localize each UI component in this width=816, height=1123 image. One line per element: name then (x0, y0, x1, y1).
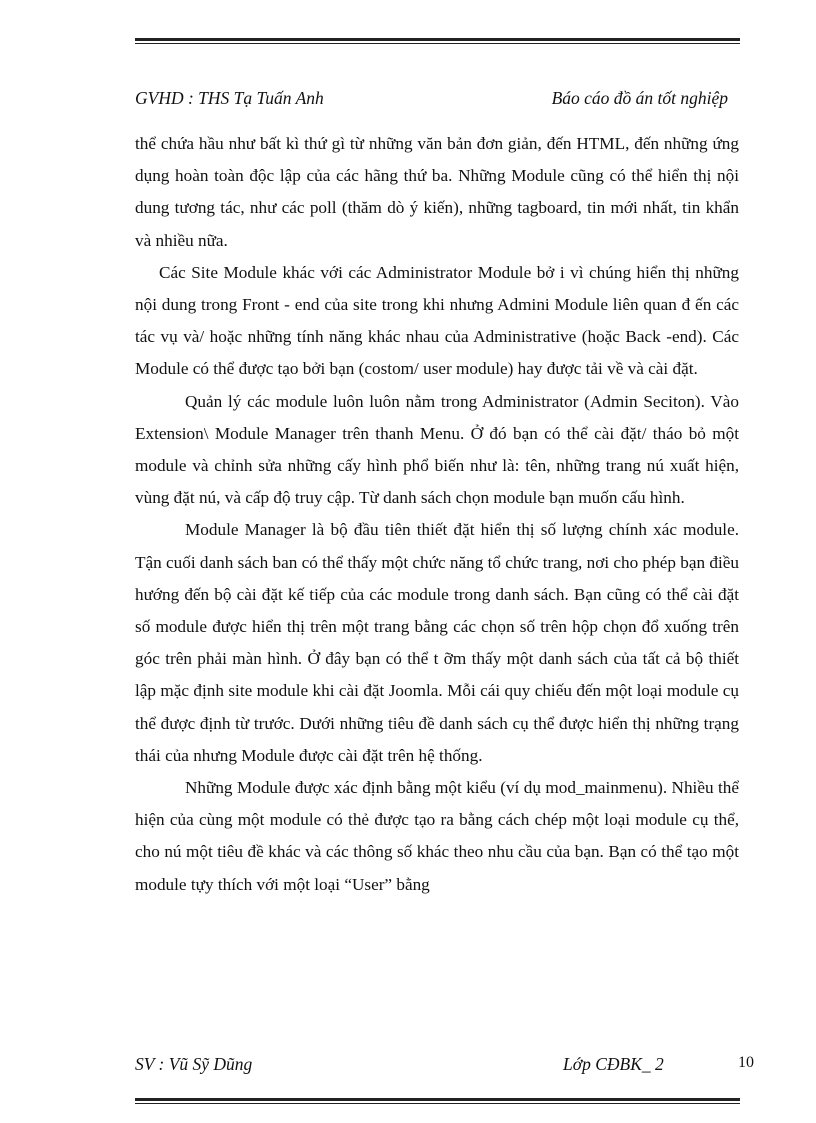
header-supervisor: GVHD : THS Tạ Tuấn Anh (135, 88, 324, 108)
header-rule-thin (135, 43, 740, 44)
header-rule-thick (135, 38, 740, 41)
header-report-title: Báo cáo đồ án tốt nghiệp (551, 88, 728, 108)
page-footer (135, 1054, 740, 1078)
page-header (135, 88, 740, 112)
paragraph-2: Các Site Module khác với các Administrator Module bở i vì chúng hiển thị những nội dung trong Front - end của site trong khi nhưng Admini Module liên quan đ ến các tác vụ và/ hoặc những tính năng khác nhau của Administrative (hoặc Back -end). Các Module có thể được tạo bởi bạn (costom/ user module) hay được tải về và cài đặt. (135, 262, 739, 379)
footer-rule-thin (135, 1103, 740, 1104)
paragraph-4: Module Manager là bộ đầu tiên thiết đặt hiển thị số lượng chính xác module. Tận cuối danh sách ban có thể thấy một chức năng tổ chức trang, nơi cho phép bạn điều hướng đến bộ cài đặt kế tiếp của các module trong danh sách. Bạn cũng có thể cài đặt số module được hiển thị trên một trang bằng các chọn số trên hộp chọn đổ xuống trên góc trên phải màn hình. Ở đây bạn có thể t ỡm thấy một danh sách của tất cả bộ thiết lập mặc định site module khi cài đặt Joomla. Mỗi cái quy chiếu đến một loại module cụ thể được định từ trước. Dưới những tiêu đề danh sách cụ thể được hiển thị những trạng thái của nhưng Module được cài đặt trên hệ thống. (135, 520, 739, 765)
page-number: 10 (738, 1054, 754, 1071)
body-text (135, 128, 739, 901)
footer-student: SV : Vũ Sỹ Dũng (135, 1054, 253, 1074)
footer-rule-thick (135, 1098, 740, 1101)
paragraph-1: thể chứa hầu như bất kì thứ gì từ những văn bản đơn giản, đến HTML, đến những ứng dụng hoàn toàn độc lập của các hãng thứ ba. Những Module cũng có thể hiển thị nội dung tương tác, như các poll (thăm dò ý kiến), những tagboard, tin mới nhất, tin khẩn và nhiều nữa. (135, 134, 739, 250)
paragraph-5: Những Module được xác định bằng một kiểu (ví dụ mod_mainmenu). Nhiều thể hiện của cùng một module có thẻ được tạo ra bằng cách chép một loại module cụ thể, cho nú một tiêu đề khác và các thông số khác theo nhu cầu của bạn. Bạn có thể tạo một module tựy thích với một loại “User” bằng (135, 778, 739, 894)
footer-class: Lớp CĐBK_ 2 (563, 1054, 664, 1074)
paragraph-3: Quản lý các module luôn luôn nằm trong Administrator (Admin Seciton). Vào Extension\ Module Manager trên thanh Menu. Ở đó bạn có thể cài đặt/ tháo bỏ một module và chỉnh sửa những cấy hình phổ biến như là: tên, những trang nú xuất hiện, vùng đặt nú, và cấp độ truy cập. Từ danh sách chọn module bạn muốn cấu hình. (135, 391, 739, 508)
